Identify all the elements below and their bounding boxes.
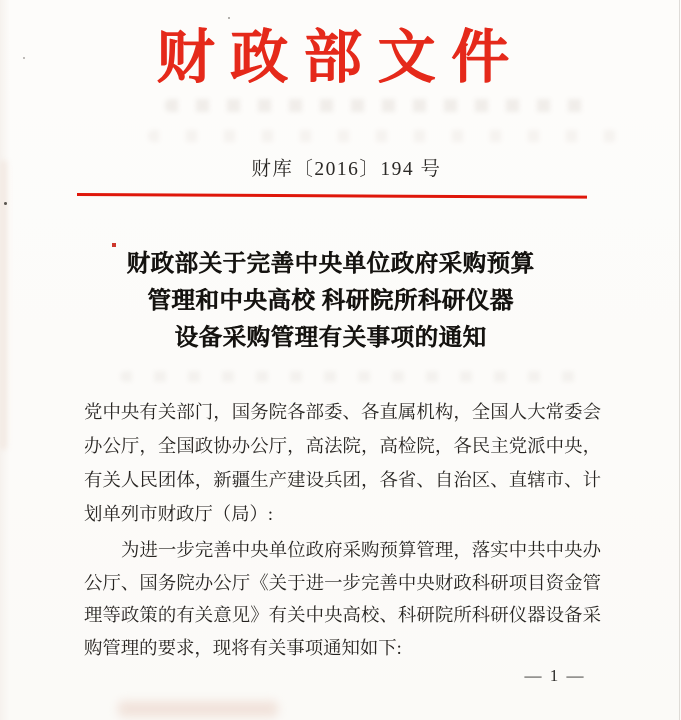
scan-bleedthrough-artifact	[148, 130, 618, 142]
salutation-line: 党中央有关部门，国务院各部委、各直属机构，全国人大常委会	[84, 402, 601, 422]
body-line: 理等政策的有关意见》有关中央高校、科研院所科研仪器设备采	[84, 605, 601, 626]
red-separator-line	[77, 193, 587, 199]
scan-bleedthrough-artifact	[120, 371, 590, 382]
title-line-1: 财政部关于完善中央单位政府采购预算	[126, 251, 535, 277]
title-line-2: 管理和中央高校 科研院所科研仪器	[147, 288, 514, 314]
scan-smudge-artifact	[118, 701, 278, 717]
scan-bleedthrough-artifact	[165, 99, 595, 112]
body-line: 公厅、国务院办公厅《关于进一步完善中央财政科研项目资金管	[84, 572, 601, 593]
body-line: 为进一步完善中央单位政府采购预算管理，落实中共中央办	[121, 540, 601, 560]
page-number: — 1 —	[524, 666, 586, 685]
document-body	[84, 395, 601, 665]
letterhead-title: 财政部文件	[156, 25, 525, 90]
salutation-line: 划单列市财政厅（局）:	[84, 504, 274, 524]
scan-speck-artifact	[228, 17, 230, 19]
body-paragraph	[84, 534, 601, 665]
body-line: 购管理的要求，现将有关事项通知如下:	[84, 638, 402, 659]
document-number: 财库〔2016〕194 号	[251, 159, 442, 180]
title-line-3: 设备采购管理有关事项的通知	[174, 325, 487, 351]
salutation	[84, 395, 601, 531]
scan-speck-artifact	[4, 202, 7, 205]
document-title	[0, 246, 681, 357]
salutation-line: 有关人民团体，新疆生产建设兵团，各省、自治区、直辖市、计	[84, 470, 601, 490]
page-edge-shadow	[679, 0, 681, 720]
salutation-line: 办公厅，全国政协办公厅，高法院，高检院，各民主党派中央，	[84, 436, 601, 456]
